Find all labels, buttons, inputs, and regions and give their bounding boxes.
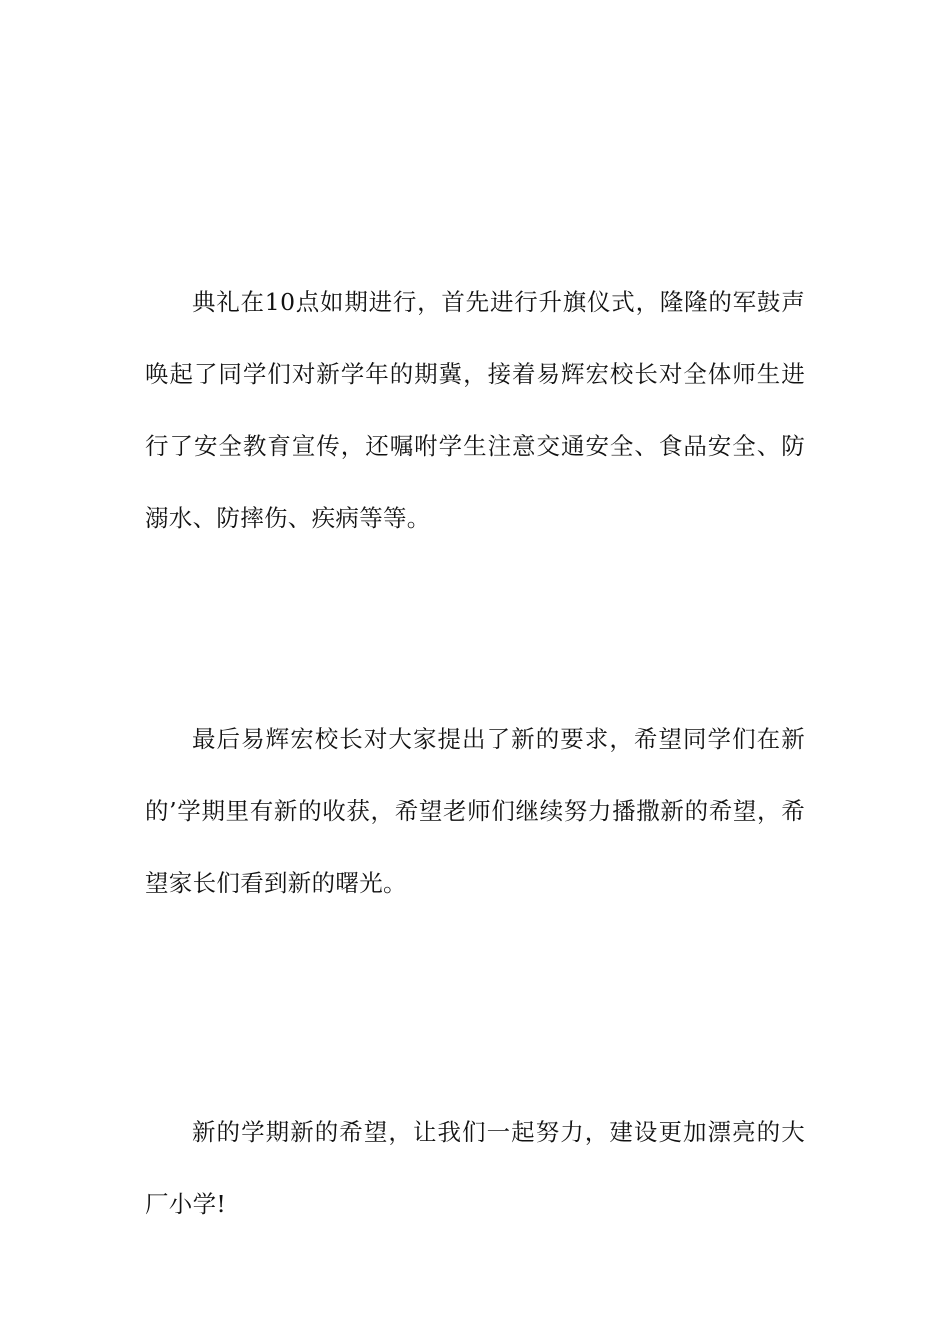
- paragraph-principal-requests: 最后易辉宏校长对大家提出了新的要求，希望同学们在新的’学期里有新的收获，希望老师们继续努力播撒新的希望，希望家长们看到新的曙光。: [145, 725, 805, 897]
- paragraph-ceremony: 典礼在10点如期进行，首先进行升旗仪式，隆隆的军鼓声唤起了同学们对新学年的期冀，接着易辉宏校长对全体师生进行了安全教育宣传，还嘱咐学生注意交通安全、食品安全、防溺水、防摔伤、疾病等等。: [145, 288, 805, 532]
- paragraph-closing: 新的学期新的希望，让我们一起努力，建设更加漂亮的大厂小学!: [145, 1118, 805, 1218]
